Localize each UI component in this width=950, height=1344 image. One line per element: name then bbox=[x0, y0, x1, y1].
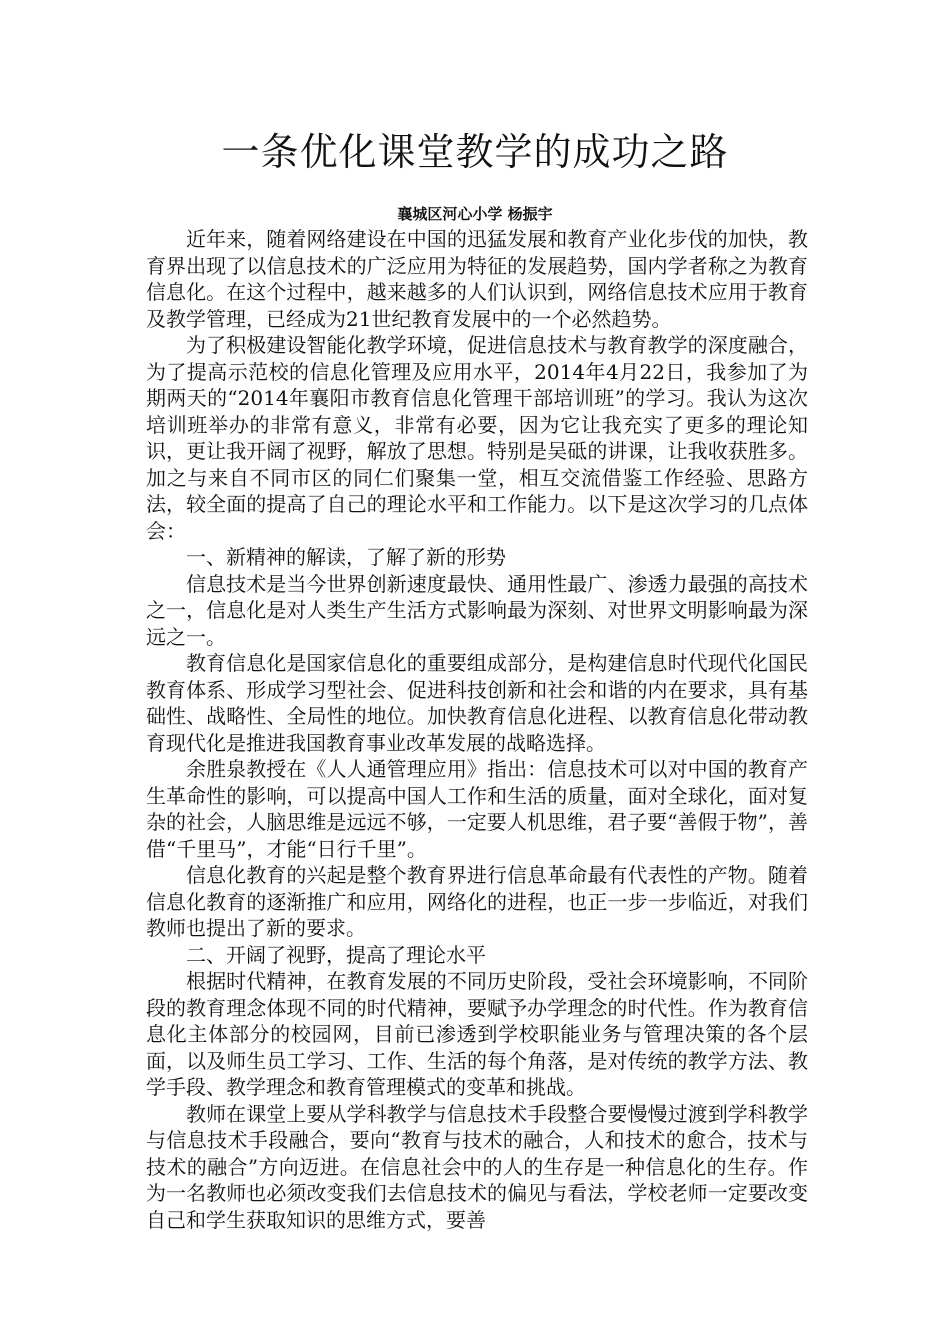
paragraph: 根据时代精神，在教育发展的不同历史阶段，受社会环境影响，不同阶段的教育理念体现不同的时代精神，要赋予办学理念的时代性。作为教育信息化主体部分的校园网，目前已渗透到学校职能业务与管理决策的各个层面，以及师生员工学习、工作、生活的每个角落，是对传统的教学方法、教学手段、教学理念和教育管理模式的变革和挑战。 bbox=[146, 969, 808, 1099]
paragraph: 教师在课堂上要从学科教学与信息技术手段整合要慢慢过渡到学科教学与信息技术手段融合，要向“教育与技术的融合，人和技术的愈合，技术与技术的融合”方向迈进。在信息社会中的人的生存是一种信息化的生存。作为一名教师也必须改变我们去信息技术的偏见与看法，学校老师一定要改变自己和学生获取知识的思维方式，要善 bbox=[146, 1101, 808, 1232]
document-title: 一条优化课堂教学的成功之路 bbox=[221, 130, 729, 174]
section-heading: 一、新精神的解读，了解了新的形势 bbox=[186, 545, 506, 569]
paragraph: 近年来，随着网络建设在中国的迅猛发展和教育产业化步伐的加快，教育界出现了以信息技术的广泛应用为特征的发展趋势，国内学者称之为教育信息化。在这个过程中，越来越多的人们认识到，网络信息技术应用于教育及教学管理，已经成为21世纪教育发展中的一个必然趋势。 bbox=[146, 227, 808, 331]
paragraph: 信息化教育的兴起是整个教育界进行信息革命最有代表性的产物。随着信息化教育的逐渐推广和应用，网络化的进程，也正一步一步临近，对我们教师也提出了新的要求。 bbox=[146, 863, 808, 940]
paragraph: 教育信息化是国家信息化的重要组成部分，是构建信息时代现代化国民教育体系、形成学习型社会、促进科技创新和社会和谐的内在要求，具有基础性、战略性、全局性的地位。加快教育信息化进程、以教育信息化带动教育现代化是推进我国教育事业改革发展的战略选择。 bbox=[146, 651, 808, 755]
document-author: 襄城区河心小学 杨振宇 bbox=[397, 205, 553, 223]
document-body bbox=[146, 226, 808, 1233]
section-heading: 二、开阔了视野，提高了理论水平 bbox=[186, 942, 486, 967]
paragraph: 信息技术是当今世界创新速度最快、通用性最广、渗透力最强的高技术之一，信息化是对人类生产生活方式影响最为深刻、对世界文明影响最为深远之一。 bbox=[146, 571, 808, 649]
paragraph: 为了积极建设智能化教学环境，促进信息技术与教育教学的深度融合，为了提高示范校的信息化管理及应用水平，2014年4月22日，我参加了为期两天的“2014年襄阳市教育信息化管理干部培训班”的学习。我认为这次培训班举办的非常有意义，非常有必要，因为它让我充实了更多的理论知识，更让我开阔了视野，解放了思想。特别是吴砥的讲课，让我收获胜多。加之与来自不同市区的同仁们聚集一堂，相互交流借鉴工作经验、思路方法，较全面的提高了自己的理论水平和工作能力。以下是这次学习的几点体会： bbox=[146, 333, 808, 543]
paragraph: 余胜泉教授在《人人通管理应用》指出：信息技术可以对中国的教育产生革命性的影响，可以提高中国人工作和生活的质量，面对全球化，面对复杂的社会，人脑思维是远远不够，一定要人机思维，君子要“善假于物”，善借“千里马”，才能“日行千里”。 bbox=[146, 757, 808, 861]
